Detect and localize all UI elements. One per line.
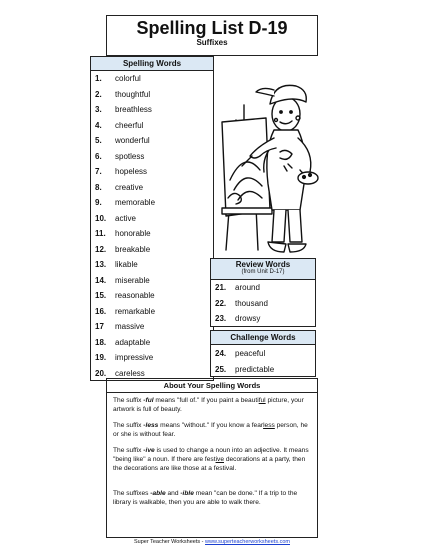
word-row <box>91 102 213 118</box>
word-row <box>91 133 213 149</box>
word-row <box>91 257 213 273</box>
word-number: 5. <box>95 136 102 145</box>
word-number: 10. <box>95 213 107 223</box>
p3-underline: ive <box>215 456 224 463</box>
footer-link[interactable]: www.superteacherworksheets.com <box>205 539 290 545</box>
p4-suffix-able: -able <box>150 490 166 497</box>
suffix-ful-paragraph <box>113 396 309 414</box>
word-row <box>91 273 213 289</box>
word-text: around <box>235 283 260 292</box>
word-text: miserable <box>115 275 150 285</box>
footer-text: Super Teacher Worksheets - <box>133 539 206 545</box>
word-row <box>211 311 315 327</box>
word-text: spotless <box>115 151 145 161</box>
p1-text-c: means "full of." If you paint a beauti <box>153 397 259 404</box>
word-row <box>91 195 213 211</box>
word-text: reasonable <box>115 291 155 300</box>
word-row <box>211 296 315 312</box>
painter-drawing-icon <box>214 60 324 256</box>
word-row <box>91 242 213 258</box>
word-row <box>211 362 315 378</box>
about-spelling-words-box <box>106 378 318 538</box>
word-row <box>91 226 213 242</box>
word-text: colorful <box>115 74 141 83</box>
word-number: 11. <box>95 229 106 238</box>
p1-underline: ful <box>258 397 266 404</box>
suffix-less-paragraph <box>113 421 309 439</box>
spelling-words-heading: Spelling Words <box>91 57 213 71</box>
p4-text-e: mean "can be done." If a trip to the library is walkable, then you are able to walk there. <box>113 490 298 506</box>
word-number: 12. <box>95 244 107 254</box>
word-number: 14. <box>95 275 107 285</box>
p3-suffix: -ive <box>143 447 155 454</box>
boy-painting-illustration <box>214 60 324 256</box>
word-row <box>211 280 315 296</box>
word-text: remarkable <box>115 306 156 316</box>
word-text: adaptable <box>115 337 151 347</box>
footer <box>106 538 318 546</box>
p2-suffix: -less <box>143 422 159 429</box>
p1-text-a: The suffix <box>113 397 144 404</box>
word-text: massive <box>115 322 145 331</box>
word-text: memorable <box>115 198 156 207</box>
spelling-words-table <box>90 56 214 381</box>
word-number: 17 <box>95 322 104 331</box>
page-title: Spelling List D-19 <box>136 18 288 38</box>
word-row <box>91 319 213 335</box>
word-text: breathless <box>115 105 152 114</box>
word-number: 2. <box>95 89 102 99</box>
suffix-able-ible-paragraph <box>113 489 309 507</box>
word-number: 22. <box>215 298 227 308</box>
word-text: careless <box>115 368 145 378</box>
p2-text-c: means "without." If you know a fear <box>158 422 264 429</box>
word-text: predictable <box>235 364 275 374</box>
word-text: hopeless <box>115 167 148 176</box>
word-number: 21. <box>215 283 227 292</box>
word-number: 18. <box>95 337 107 347</box>
word-text: peaceful <box>235 349 266 358</box>
p3-text-c: is used to change a noun into an adjective. It means "being like" a noun. If there are fest <box>113 447 309 463</box>
p1-suffix: -ful <box>143 397 154 404</box>
p2-text-a: The suffix <box>113 422 144 429</box>
word-row <box>91 288 213 304</box>
word-number: 4. <box>95 120 102 130</box>
word-text: impressive <box>115 353 154 362</box>
word-text: thoughtful <box>115 89 151 99</box>
word-number: 7. <box>95 167 102 176</box>
word-row <box>211 346 315 362</box>
word-number: 3. <box>95 105 102 114</box>
word-text: active <box>115 213 136 223</box>
word-text: likable <box>115 260 138 269</box>
word-row <box>91 304 213 320</box>
p3-text-e: decorations at a party, then the decorations are like those at a festival. <box>113 456 306 472</box>
word-row <box>91 164 213 180</box>
word-number: 15. <box>95 291 107 300</box>
word-text: breakable <box>115 244 151 254</box>
word-text: creative <box>115 182 144 192</box>
word-number: 1. <box>95 74 102 83</box>
word-number: 19. <box>95 353 107 362</box>
word-text: cheerful <box>115 120 144 130</box>
word-row <box>91 180 213 196</box>
word-number: 25. <box>215 364 227 374</box>
word-number: 8. <box>95 182 102 192</box>
title-box <box>106 15 318 56</box>
p4-suffix-ible: -ible <box>180 490 194 497</box>
p1-text-e: picture, your artwork is full of beauty. <box>113 397 304 413</box>
p2-underline: less <box>263 422 275 429</box>
word-number: 24. <box>215 349 227 358</box>
about-heading: About Your Spelling Words <box>107 379 317 393</box>
challenge-words-heading: Challenge Words <box>211 331 315 345</box>
p2-text-e: person, he or she is without fear. <box>113 422 308 438</box>
word-number: 20. <box>95 368 107 378</box>
word-number: 6. <box>95 151 102 161</box>
word-row <box>91 71 213 87</box>
word-row <box>91 335 213 351</box>
p4-text-a: The suffixes <box>113 490 151 497</box>
challenge-words-table <box>210 330 316 377</box>
p3-text-a: The suffix <box>113 447 144 454</box>
word-row <box>91 118 213 134</box>
word-text: drowsy <box>235 314 261 323</box>
review-words-heading <box>211 259 315 280</box>
review-words-heading-text: Review Words <box>235 260 291 269</box>
word-number: 9. <box>95 198 102 207</box>
word-number: 16. <box>95 306 107 316</box>
word-row <box>91 350 213 366</box>
p4-text-c: and <box>165 490 181 497</box>
word-row <box>91 211 213 227</box>
review-words-note: (from Unit D-17) <box>241 269 285 275</box>
word-row <box>91 149 213 165</box>
word-text: wonderful <box>115 136 150 145</box>
page-subtitle: Suffixes <box>196 38 228 47</box>
word-row <box>91 87 213 103</box>
suffix-ive-paragraph <box>113 446 309 473</box>
word-text: thousand <box>235 298 268 308</box>
word-number: 23. <box>215 314 227 323</box>
review-words-table <box>210 258 316 327</box>
word-text: honorable <box>115 229 151 238</box>
word-number: 13. <box>95 260 107 269</box>
